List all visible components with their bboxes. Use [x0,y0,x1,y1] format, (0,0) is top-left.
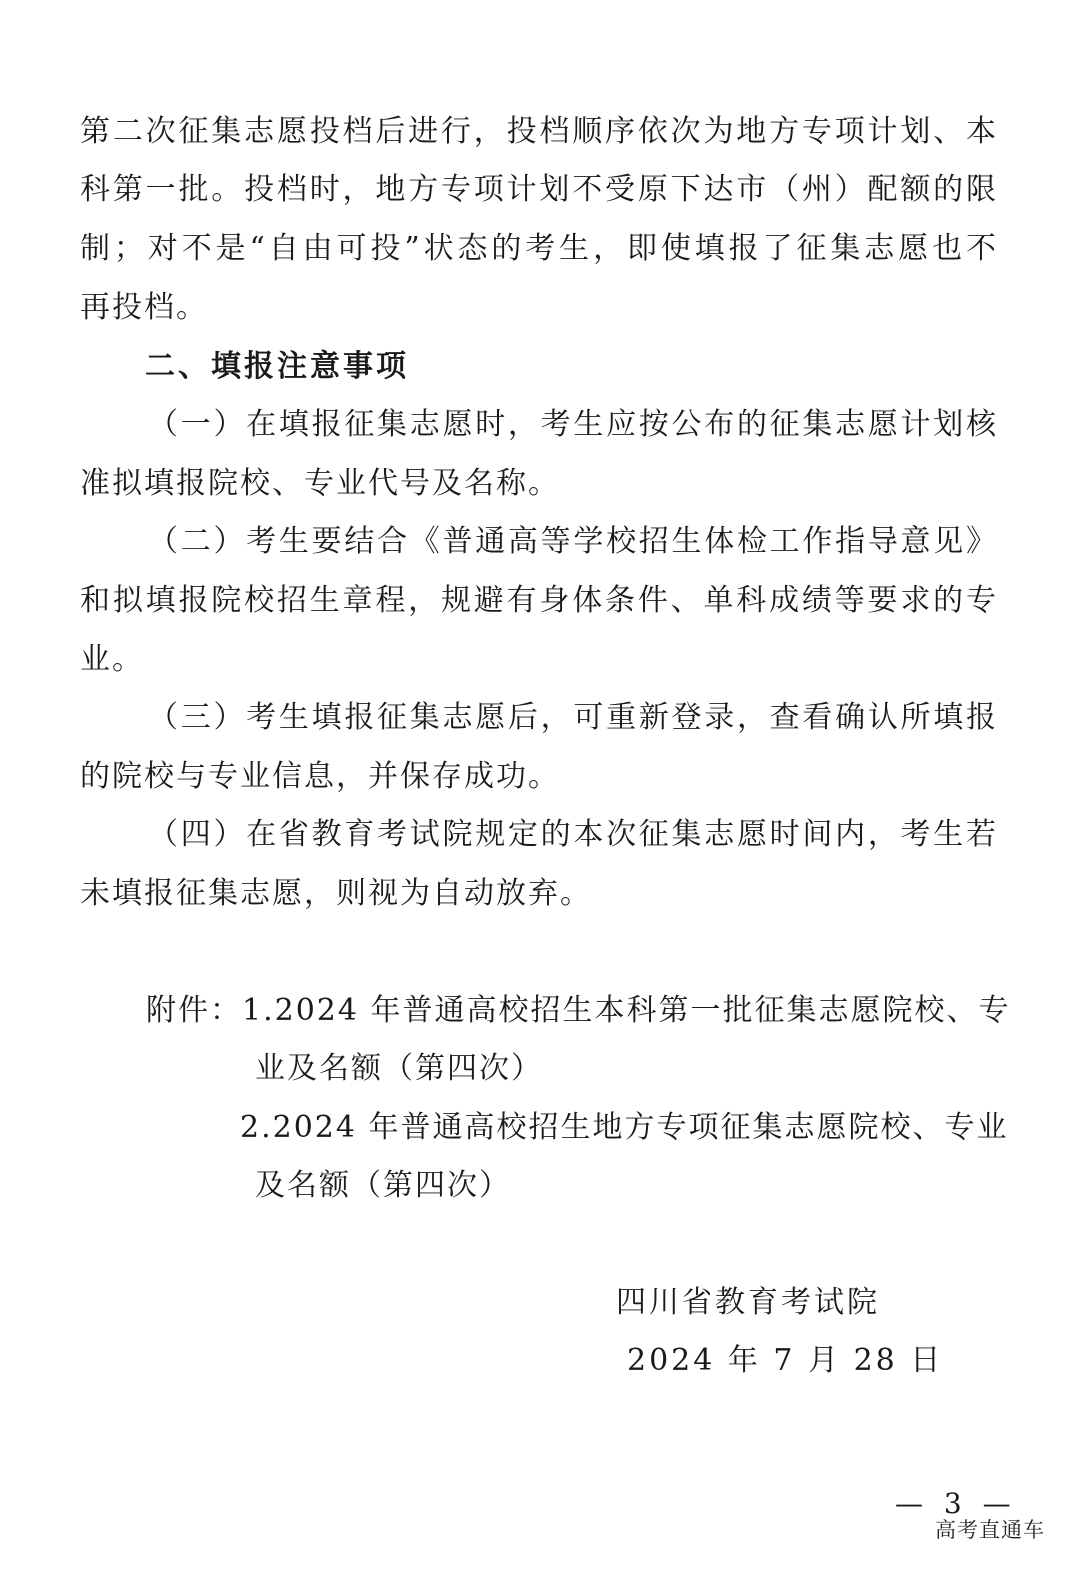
item2-line-1: （二）考生要结合《普通高等学校招生体检工作指导意见》 [148,524,998,559]
item2-line-3: 业。 [80,642,144,677]
item3-line-1: （三）考生填报征集志愿后，可重新登录，查看确认所填报 [148,700,998,735]
attachment-2-line-2: 及名额（第四次） [255,1168,511,1203]
item1-line-1: （一）在填报征集志愿时，考生应按公布的征集志愿计划核 [148,407,998,442]
item4-line-1: （四）在省教育考试院规定的本次征集志愿时间内，考生若 [148,817,998,852]
item2-line-2: 和拟填报院校招生章程，规避有身体条件、单科成绩等要求的专 [80,583,998,618]
item1-line-2: 准拟填报院校、专业代号及名称。 [80,466,560,501]
item3-line-2: 的院校与专业信息，并保存成功。 [80,759,560,794]
attachment-2-line-1: 2.2024 年普通高校招生地方专项征集志愿院校、专业 [240,1110,1009,1145]
attachment-1-line-1: 附件：1.2024 年普通高校招生本科第一批征集志愿院校、专 [146,993,1011,1028]
attachment-1-line-2: 业及名额（第四次） [255,1051,543,1086]
intro-line-4: 再投档。 [80,290,208,325]
intro-line-2: 科第一批。投档时，地方专项计划不受原下达市（州）配额的限 [80,172,998,207]
issuing-organization: 四川省教育考试院 [616,1285,880,1320]
intro-line-3: 制；对不是“自由可投”状态的考生，即使填报了征集志愿也不 [80,231,998,266]
watermark-text: 高考直通车 [935,1518,1045,1542]
item4-line-2: 未填报征集志愿，则视为自动放弃。 [80,876,592,911]
page-number: — 3 — [895,1487,1017,1520]
intro-line-1: 第二次征集志愿投档后进行，投档顺序依次为地方专项计划、本 [80,114,998,149]
section-heading: 二、填报注意事项 [145,349,409,384]
issue-date: 2024 年 7 月 28 日 [627,1343,944,1378]
